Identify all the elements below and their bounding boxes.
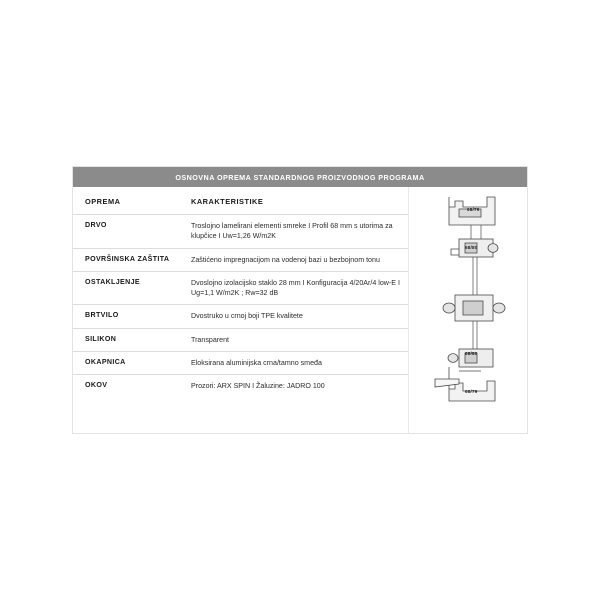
card-body [73, 187, 527, 433]
row-value: Transparent [187, 328, 408, 351]
row-key: OKAPNICA [73, 351, 187, 374]
diagram-label-bottom: 68/79 [465, 389, 478, 394]
spec-card [72, 166, 528, 434]
row-key: DRVO [73, 215, 187, 249]
table-row [73, 271, 408, 305]
row-value: Dvostruko u crnoj boji TPE kvalitete [187, 305, 408, 328]
table-header-row [73, 187, 408, 215]
table-row [73, 351, 408, 374]
table-row [73, 248, 408, 271]
row-key: POVRŠINSKA ZAŠTITA [73, 248, 187, 271]
table-row [73, 215, 408, 249]
window-profile-icon [415, 191, 523, 423]
column-header-karakteristike: KARAKTERISTIKE [187, 187, 408, 215]
column-header-oprema: OPREMA [73, 187, 187, 215]
row-value: Troslojno lamelirani elementi smreke I Profil 68 mm s utorima za klupčice I Uw=1,26 W/m2K [187, 215, 408, 249]
table-row [73, 328, 408, 351]
diagram-panel [408, 187, 527, 433]
card-title: OSNOVNA OPREMA STANDARDNOG PROIZVODNOG PROGRAMA [73, 167, 527, 187]
diagram-label-upper: 68/80 [465, 245, 478, 250]
row-value: Prozori: ARX SPIN I Žaluzine: JADRO 100 [191, 382, 325, 391]
table-row [73, 375, 408, 398]
row-value: Dvoslojno izolacijsko staklo 28 mm I Konfiguracija 4/20Ar/4 low-E I Ug=1,1 W/m2K ; Rw=32 dB [187, 271, 408, 305]
diagram-label-lower: 68/80 [465, 351, 478, 356]
row-value: Zaštićeno impregnacijom na vodenoj bazi u bezbojnom tonu [187, 248, 408, 271]
table-row [73, 305, 408, 328]
spec-table [73, 187, 408, 398]
row-key: OKOV [85, 381, 108, 390]
spec-table-wrap [73, 187, 408, 433]
diagram-label-top: 68/79 [467, 207, 480, 212]
row-key: OSTAKLJENJE [73, 271, 187, 305]
row-key: SILIKON [73, 328, 187, 351]
row-value: Eloksirana aluminijska crna/tamno smeđa [187, 351, 408, 374]
row-key: BRTVILO [73, 305, 187, 328]
